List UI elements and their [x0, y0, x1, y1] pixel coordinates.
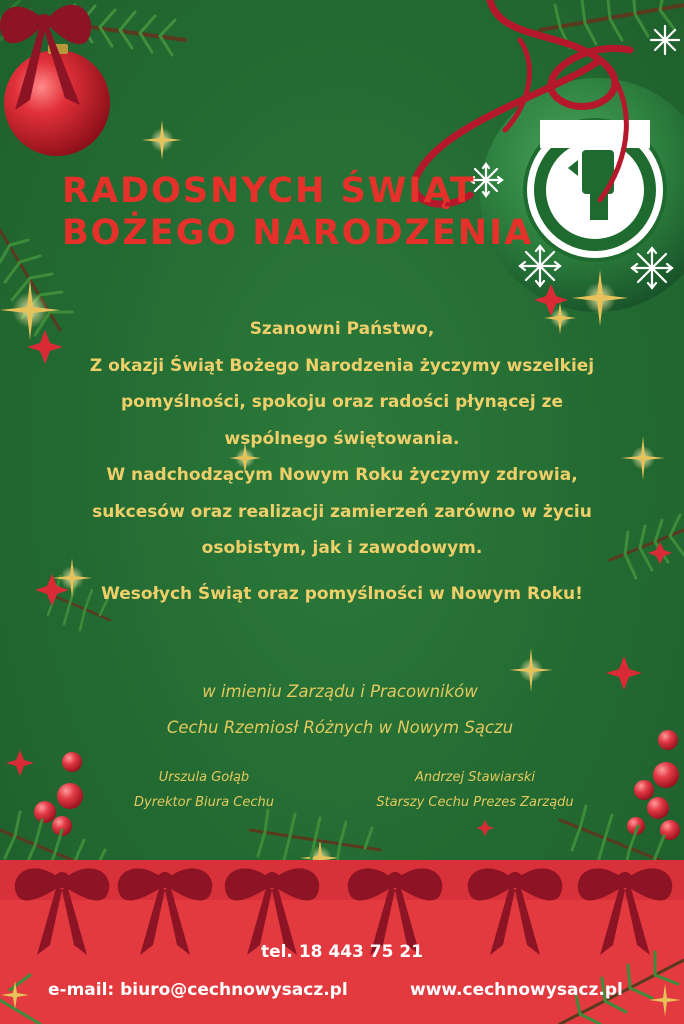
message-line: W nadchodzącym Nowym Roku życzymy zdrowia, — [106, 465, 578, 485]
on-behalf-line-2: Cechu Rzemiosł Różnych w Nowym Sączu — [166, 718, 514, 737]
greeting-message — [40, 311, 644, 567]
message-line: wspólnego świętowania. — [224, 428, 460, 449]
message-line: osobistym, jak i zawodowym. — [201, 538, 483, 558]
greeting-title — [62, 170, 533, 254]
signature-right — [340, 765, 610, 815]
contact-phone: tel. 18 443 75 21 — [260, 942, 424, 962]
signatory-role: Starszy Cechu Prezes Zarządu — [376, 795, 574, 810]
signatory-role: Dyrektor Biura Cechu — [133, 795, 275, 810]
greeting-title-line-2: BOŻEGO NARODZENIA — [62, 213, 534, 253]
signatory-name: Andrzej Stawiarski — [414, 770, 536, 785]
rzemioslo-logo — [525, 120, 665, 260]
message-line: Szanowni Państwo, — [249, 319, 435, 339]
signature-left — [104, 765, 304, 815]
message-line: Z okazji Świąt Bożego Narodzenia życzymy wszelkiej — [89, 355, 595, 376]
message-line: sukcesów oraz realizacji zamierzeń zarówno w życiu — [92, 501, 592, 522]
message-line: pomyślności, spokoju oraz radości płynącej ze — [120, 392, 564, 412]
signatory-name: Urszula Gołąb — [158, 770, 250, 785]
greeting-title-line-1: RADOSNYCH ŚWIĄT — [62, 171, 476, 211]
contact-website: www.cechnowysacz.pl — [410, 980, 623, 1000]
contact-email: e-mail: biuro@cechnowysacz.pl — [48, 980, 348, 1000]
on-behalf-text — [60, 674, 620, 746]
holiday-wishes: Wesołych Świąt oraz pomyślności w Nowym Roku! — [101, 584, 583, 604]
on-behalf-line-1: w imieniu Zarządu i Pracowników — [202, 682, 478, 701]
